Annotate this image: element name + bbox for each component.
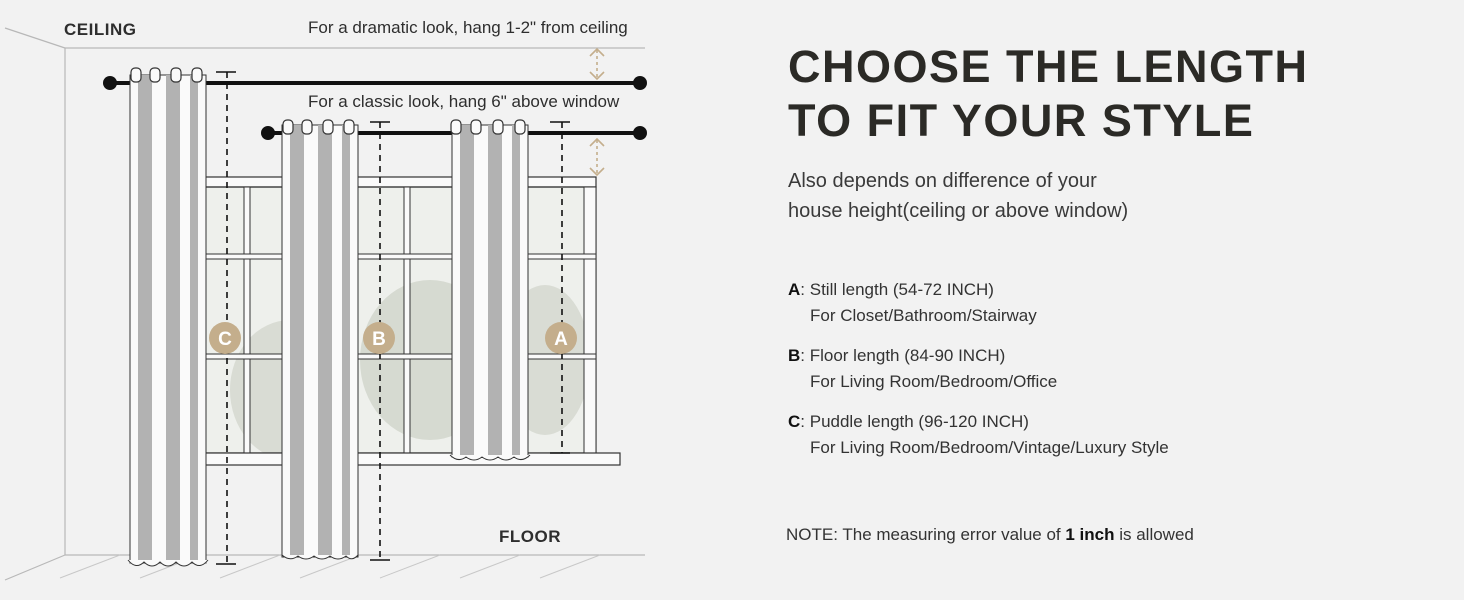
curtain-illustration bbox=[0, 0, 720, 600]
classic-look-note: For a classic look, hang 6" above window bbox=[308, 92, 620, 111]
heading-line-2: TO FIT YOUR STYLE bbox=[788, 95, 1255, 146]
length-option-c bbox=[788, 409, 1169, 461]
curtain-a bbox=[450, 120, 530, 460]
measuring-note bbox=[786, 525, 1194, 545]
option-key: B bbox=[788, 346, 801, 365]
option-title: : Still length (54-72 INCH) bbox=[800, 280, 994, 299]
dramatic-look-note: For a dramatic look, hang 1-2" from ceiling bbox=[308, 18, 628, 37]
marker-a-label: A bbox=[554, 329, 568, 350]
option-use: For Closet/Bathroom/Stairway bbox=[810, 306, 1037, 325]
marker-c-label: C bbox=[218, 329, 232, 350]
ceiling-label: CEILING bbox=[64, 20, 137, 39]
note-emphasis: 1 inch bbox=[1065, 525, 1115, 544]
subtitle-line-2: house height(ceiling or above window) bbox=[788, 200, 1129, 222]
marker-a bbox=[545, 322, 577, 354]
marker-b bbox=[363, 322, 395, 354]
length-option-a bbox=[788, 277, 1037, 329]
length-option-b bbox=[788, 343, 1057, 395]
option-key: A bbox=[788, 280, 801, 299]
floor-label: FLOOR bbox=[499, 527, 561, 546]
option-use: For Living Room/Bedroom/Vintage/Luxury Style bbox=[810, 438, 1169, 457]
marker-b-label: B bbox=[372, 329, 386, 350]
heading-line-1: CHOOSE THE LENGTH bbox=[788, 41, 1309, 92]
option-use: For Living Room/Bedroom/Office bbox=[810, 372, 1058, 391]
wall-edge bbox=[5, 28, 65, 48]
floor-edge bbox=[5, 555, 65, 580]
subtitle bbox=[788, 166, 1128, 226]
option-title: : Floor length (84-90 INCH) bbox=[800, 346, 1006, 365]
note-prefix: NOTE: The measuring error value of bbox=[786, 525, 1066, 544]
curtain-c bbox=[128, 68, 208, 566]
option-title: : Puddle length (96-120 INCH) bbox=[800, 412, 1029, 431]
subtitle-line-1: Also depends on difference of your bbox=[788, 170, 1097, 192]
window-gap-arrow-icon bbox=[590, 139, 604, 175]
note-suffix: is allowed bbox=[1114, 525, 1194, 544]
curtain-b bbox=[282, 120, 358, 559]
window bbox=[204, 177, 620, 465]
marker-c bbox=[209, 322, 241, 354]
page-heading bbox=[788, 40, 1309, 148]
ceiling-gap-arrow-icon bbox=[590, 49, 604, 79]
option-key: C bbox=[788, 412, 801, 431]
